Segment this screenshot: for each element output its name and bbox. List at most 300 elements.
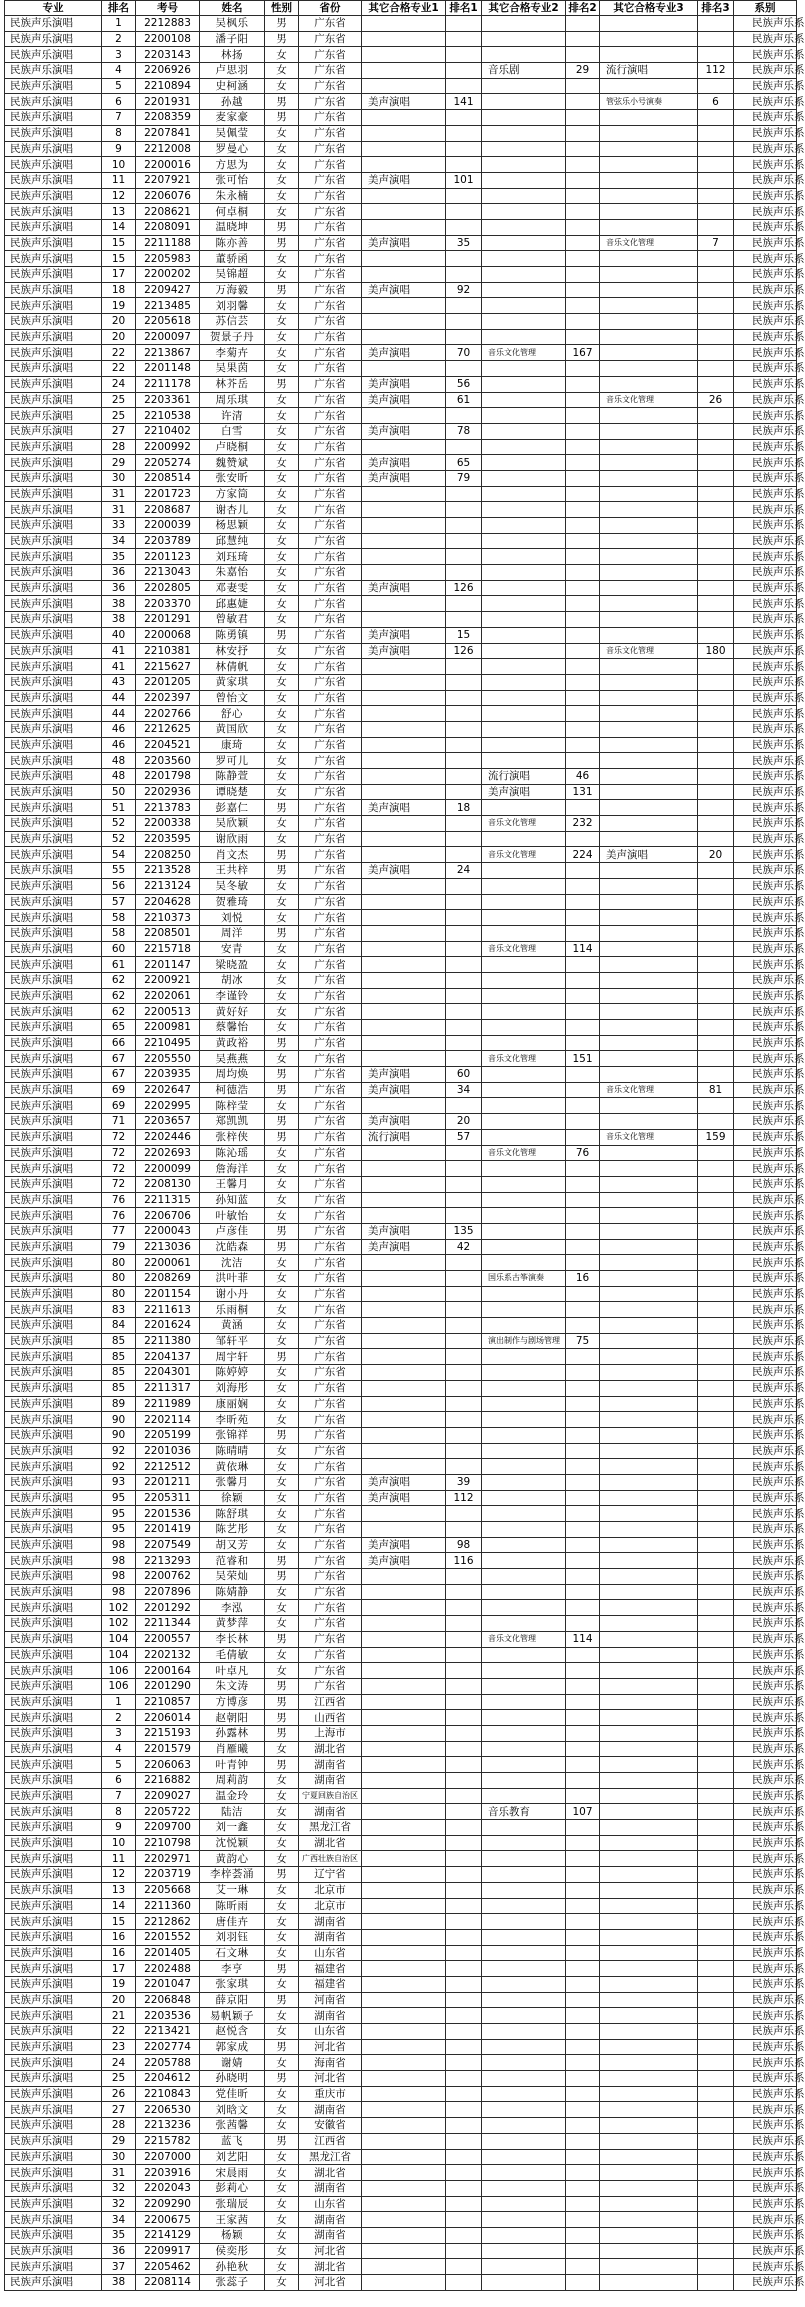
cell-gender: 女 bbox=[265, 565, 299, 581]
cell-gender: 女 bbox=[265, 972, 299, 988]
cell-rank: 90 bbox=[102, 1427, 136, 1443]
cell-rank-3 bbox=[698, 2071, 734, 2087]
cell-other-major-1: 美声演唱 bbox=[362, 376, 446, 392]
cell-rank: 32 bbox=[102, 2196, 136, 2212]
cell-rank-1 bbox=[446, 219, 482, 235]
table-row bbox=[5, 251, 797, 267]
cell-rank: 35 bbox=[102, 549, 136, 565]
cell-rank-3 bbox=[698, 1239, 734, 1255]
cell-rank-1 bbox=[446, 784, 482, 800]
cell-gender: 女 bbox=[265, 878, 299, 894]
cell-rank-1 bbox=[446, 2071, 482, 2087]
cell-rank: 104 bbox=[102, 1631, 136, 1647]
cell-major: 民族声乐演唱 bbox=[5, 690, 102, 706]
cell-rank-3 bbox=[698, 298, 734, 314]
cell-rank-2 bbox=[566, 1522, 600, 1538]
cell-major: 民族声乐演唱 bbox=[5, 1678, 102, 1694]
cell-department: 民族声乐系 bbox=[734, 31, 797, 47]
table-row bbox=[5, 172, 797, 188]
cell-rank: 58 bbox=[102, 910, 136, 926]
cell-other-major-3 bbox=[600, 1773, 698, 1789]
cell-rank-2 bbox=[566, 643, 600, 659]
cell-major: 民族声乐演唱 bbox=[5, 1051, 102, 1067]
cell-other-major-2 bbox=[482, 392, 566, 408]
cell-exam-number: 2213485 bbox=[136, 298, 200, 314]
cell-rank-2 bbox=[566, 565, 600, 581]
cell-other-major-2 bbox=[482, 627, 566, 643]
cell-department: 民族声乐系 bbox=[734, 219, 797, 235]
cell-department: 民族声乐系 bbox=[734, 1804, 797, 1820]
cell-rank-1 bbox=[446, 1506, 482, 1522]
cell-other-major-3 bbox=[600, 580, 698, 596]
cell-rank-1 bbox=[446, 78, 482, 94]
table-row bbox=[5, 2149, 797, 2165]
cell-province: 广东省 bbox=[299, 941, 362, 957]
cell-name: 李谨铃 bbox=[200, 988, 265, 1004]
cell-rank-1 bbox=[446, 1271, 482, 1287]
cell-other-major-3 bbox=[600, 1553, 698, 1569]
cell-other-major-3 bbox=[600, 2227, 698, 2243]
cell-rank-1: 141 bbox=[446, 94, 482, 110]
cell-other-major-1 bbox=[362, 1286, 446, 1302]
cell-rank-2 bbox=[566, 2086, 600, 2102]
cell-major: 民族声乐演唱 bbox=[5, 204, 102, 220]
table-row bbox=[5, 769, 797, 785]
cell-rank: 85 bbox=[102, 1349, 136, 1365]
cell-other-major-1 bbox=[362, 596, 446, 612]
cell-name: 白雪 bbox=[200, 423, 265, 439]
cell-other-major-2 bbox=[482, 1757, 566, 1773]
cell-other-major-2 bbox=[482, 2149, 566, 2165]
cell-other-major-2 bbox=[482, 2165, 566, 2181]
cell-rank-3 bbox=[698, 596, 734, 612]
cell-exam-number: 2206063 bbox=[136, 1757, 200, 1773]
table-row bbox=[5, 1176, 797, 1192]
cell-other-major-2 bbox=[482, 1898, 566, 1914]
cell-rank-2 bbox=[566, 486, 600, 502]
cell-rank-3 bbox=[698, 1882, 734, 1898]
cell-other-major-3 bbox=[600, 1176, 698, 1192]
table-row bbox=[5, 1569, 797, 1585]
cell-exam-number: 2201292 bbox=[136, 1600, 200, 1616]
cell-name: 孙露林 bbox=[200, 1725, 265, 1741]
cell-exam-number: 2200513 bbox=[136, 1004, 200, 1020]
cell-exam-number: 2214129 bbox=[136, 2227, 200, 2243]
cell-major: 民族声乐演唱 bbox=[5, 235, 102, 251]
cell-name: 邓妻雯 bbox=[200, 580, 265, 596]
cell-rank-2 bbox=[566, 580, 600, 596]
cell-name: 张家琪 bbox=[200, 1976, 265, 1992]
cell-province: 广东省 bbox=[299, 863, 362, 879]
cell-other-major-3 bbox=[600, 78, 698, 94]
cell-rank: 21 bbox=[102, 2008, 136, 2024]
cell-rank: 38 bbox=[102, 612, 136, 628]
cell-rank-3 bbox=[698, 1427, 734, 1443]
cell-exam-number: 2200068 bbox=[136, 627, 200, 643]
cell-other-major-1 bbox=[362, 753, 446, 769]
table-row bbox=[5, 784, 797, 800]
cell-department: 民族声乐系 bbox=[734, 2165, 797, 2181]
table-row bbox=[5, 1161, 797, 1177]
cell-gender: 女 bbox=[265, 2243, 299, 2259]
table-row bbox=[5, 1318, 797, 1334]
cell-rank-2 bbox=[566, 1129, 600, 1145]
cell-rank-3 bbox=[698, 972, 734, 988]
cell-other-major-1: 美声演唱 bbox=[362, 1537, 446, 1553]
table-row bbox=[5, 972, 797, 988]
cell-other-major-1 bbox=[362, 737, 446, 753]
cell-rank-2 bbox=[566, 1035, 600, 1051]
table-row bbox=[5, 439, 797, 455]
cell-department: 民族声乐系 bbox=[734, 941, 797, 957]
cell-rank: 28 bbox=[102, 439, 136, 455]
cell-name: 陈沁瑶 bbox=[200, 1145, 265, 1161]
cell-name: 方思为 bbox=[200, 157, 265, 173]
cell-rank: 83 bbox=[102, 1302, 136, 1318]
cell-rank-1 bbox=[446, 1051, 482, 1067]
cell-rank-2 bbox=[566, 1114, 600, 1130]
cell-other-major-2: 音乐文化管理 bbox=[482, 1051, 566, 1067]
cell-other-major-3 bbox=[600, 1537, 698, 1553]
cell-exam-number: 2206706 bbox=[136, 1208, 200, 1224]
cell-major: 民族声乐演唱 bbox=[5, 1929, 102, 1945]
cell-rank-1 bbox=[446, 2086, 482, 2102]
cell-other-major-1 bbox=[362, 816, 446, 832]
cell-province: 广东省 bbox=[299, 1271, 362, 1287]
cell-major: 民族声乐演唱 bbox=[5, 863, 102, 879]
cell-rank: 11 bbox=[102, 172, 136, 188]
cell-department: 民族声乐系 bbox=[734, 16, 797, 32]
cell-other-major-2 bbox=[482, 1553, 566, 1569]
cell-province: 广东省 bbox=[299, 737, 362, 753]
cell-department: 民族声乐系 bbox=[734, 329, 797, 345]
cell-exam-number: 2208514 bbox=[136, 470, 200, 486]
cell-major: 民族声乐演唱 bbox=[5, 800, 102, 816]
cell-department: 民族声乐系 bbox=[734, 1427, 797, 1443]
cell-other-major-1 bbox=[362, 925, 446, 941]
cell-gender: 女 bbox=[265, 1459, 299, 1475]
cell-name: 郭家成 bbox=[200, 2039, 265, 2055]
cell-province: 宁夏回族自治区 bbox=[299, 1788, 362, 1804]
cell-department: 民族声乐系 bbox=[734, 988, 797, 1004]
cell-rank-3 bbox=[698, 1490, 734, 1506]
cell-department: 民族声乐系 bbox=[734, 1490, 797, 1506]
cell-major: 民族声乐演唱 bbox=[5, 1286, 102, 1302]
cell-province: 广东省 bbox=[299, 910, 362, 926]
cell-other-major-1 bbox=[362, 784, 446, 800]
cell-department: 民族声乐系 bbox=[734, 376, 797, 392]
cell-gender: 女 bbox=[265, 1929, 299, 1945]
table-row bbox=[5, 925, 797, 941]
cell-name: 卢思羽 bbox=[200, 63, 265, 79]
cell-province: 广东省 bbox=[299, 988, 362, 1004]
cell-major: 民族声乐演唱 bbox=[5, 1239, 102, 1255]
cell-rank: 27 bbox=[102, 423, 136, 439]
cell-department: 民族声乐系 bbox=[734, 1851, 797, 1867]
cell-rank: 84 bbox=[102, 1318, 136, 1334]
cell-rank-3 bbox=[698, 1396, 734, 1412]
cell-other-major-1 bbox=[362, 847, 446, 863]
cell-province: 广东省 bbox=[299, 47, 362, 63]
cell-other-major-3 bbox=[600, 549, 698, 565]
table-row bbox=[5, 1992, 797, 2008]
table-row bbox=[5, 2180, 797, 2196]
cell-exam-number: 2205550 bbox=[136, 1051, 200, 1067]
cell-exam-number: 2201148 bbox=[136, 361, 200, 377]
cell-rank-1 bbox=[446, 1004, 482, 1020]
cell-gender: 女 bbox=[265, 1882, 299, 1898]
cell-rank: 30 bbox=[102, 470, 136, 486]
cell-name: 曾敏君 bbox=[200, 612, 265, 628]
table-row bbox=[5, 1961, 797, 1977]
cell-other-major-2 bbox=[482, 2196, 566, 2212]
cell-rank-2 bbox=[566, 706, 600, 722]
cell-province: 广东省 bbox=[299, 1380, 362, 1396]
cell-rank-2 bbox=[566, 2227, 600, 2243]
cell-major: 民族声乐演唱 bbox=[5, 1067, 102, 1083]
cell-rank: 33 bbox=[102, 518, 136, 534]
cell-rank: 72 bbox=[102, 1129, 136, 1145]
cell-rank-1 bbox=[446, 2196, 482, 2212]
cell-province: 广东省 bbox=[299, 753, 362, 769]
cell-rank-3 bbox=[698, 408, 734, 424]
cell-rank-3 bbox=[698, 1176, 734, 1192]
table-row bbox=[5, 1129, 797, 1145]
cell-other-major-2 bbox=[482, 863, 566, 879]
cell-name: 潘子阳 bbox=[200, 31, 265, 47]
cell-other-major-3 bbox=[600, 361, 698, 377]
cell-name: 陈婧静 bbox=[200, 1584, 265, 1600]
cell-name: 周宇轩 bbox=[200, 1349, 265, 1365]
cell-exam-number: 2202693 bbox=[136, 1145, 200, 1161]
cell-other-major-1 bbox=[362, 1161, 446, 1177]
cell-province: 广东省 bbox=[299, 1522, 362, 1538]
cell-rank-2 bbox=[566, 1882, 600, 1898]
cell-name: 黄韵心 bbox=[200, 1851, 265, 1867]
cell-rank-2 bbox=[566, 2212, 600, 2228]
cell-other-major-1 bbox=[362, 1898, 446, 1914]
cell-rank-2 bbox=[566, 1396, 600, 1412]
cell-other-major-1 bbox=[362, 2212, 446, 2228]
cell-other-major-1 bbox=[362, 1412, 446, 1428]
cell-major: 民族声乐演唱 bbox=[5, 2071, 102, 2087]
cell-rank: 44 bbox=[102, 690, 136, 706]
cell-exam-number: 2206014 bbox=[136, 1710, 200, 1726]
cell-rank-3 bbox=[698, 988, 734, 1004]
cell-exam-number: 2200675 bbox=[136, 2212, 200, 2228]
cell-other-major-3 bbox=[600, 1051, 698, 1067]
cell-rank-2 bbox=[566, 894, 600, 910]
cell-exam-number: 2204628 bbox=[136, 894, 200, 910]
cell-rank-3 bbox=[698, 141, 734, 157]
cell-rank: 48 bbox=[102, 753, 136, 769]
cell-rank-3 bbox=[698, 2102, 734, 2118]
table-row bbox=[5, 1976, 797, 1992]
table-row bbox=[5, 941, 797, 957]
cell-rank-1 bbox=[446, 2008, 482, 2024]
cell-other-major-1 bbox=[362, 769, 446, 785]
cell-gender: 女 bbox=[265, 63, 299, 79]
cell-rank-2 bbox=[566, 627, 600, 643]
cell-other-major-3 bbox=[600, 251, 698, 267]
cell-gender: 女 bbox=[265, 2275, 299, 2291]
cell-province: 广东省 bbox=[299, 659, 362, 675]
cell-other-major-2 bbox=[482, 423, 566, 439]
cell-rank: 13 bbox=[102, 204, 136, 220]
cell-province: 广东省 bbox=[299, 423, 362, 439]
cell-name: 薛京阳 bbox=[200, 1992, 265, 2008]
cell-major: 民族声乐演唱 bbox=[5, 423, 102, 439]
cell-rank: 62 bbox=[102, 988, 136, 1004]
cell-rank-2 bbox=[566, 141, 600, 157]
cell-province: 广东省 bbox=[299, 1051, 362, 1067]
cell-exam-number: 2204301 bbox=[136, 1365, 200, 1381]
cell-other-major-3 bbox=[600, 1835, 698, 1851]
cell-rank-3 bbox=[698, 1067, 734, 1083]
cell-rank: 25 bbox=[102, 392, 136, 408]
cell-major: 民族声乐演唱 bbox=[5, 627, 102, 643]
cell-rank: 54 bbox=[102, 847, 136, 863]
cell-department: 民族声乐系 bbox=[734, 1788, 797, 1804]
cell-major: 民族声乐演唱 bbox=[5, 1302, 102, 1318]
cell-other-major-3 bbox=[600, 1349, 698, 1365]
cell-rank-2 bbox=[566, 2024, 600, 2040]
cell-department: 民族声乐系 bbox=[734, 1725, 797, 1741]
cell-province: 湖南省 bbox=[299, 1773, 362, 1789]
cell-province: 湖北省 bbox=[299, 2259, 362, 2275]
cell-major: 民族声乐演唱 bbox=[5, 1129, 102, 1145]
cell-rank-2 bbox=[566, 831, 600, 847]
cell-rank-3 bbox=[698, 329, 734, 345]
table-row bbox=[5, 329, 797, 345]
cell-exam-number: 2213043 bbox=[136, 565, 200, 581]
cell-rank-2: 114 bbox=[566, 1631, 600, 1647]
cell-other-major-3 bbox=[600, 1929, 698, 1945]
cell-rank-3 bbox=[698, 1961, 734, 1977]
cell-name: 张馨月 bbox=[200, 1474, 265, 1490]
cell-other-major-3 bbox=[600, 1851, 698, 1867]
cell-department: 民族声乐系 bbox=[734, 2243, 797, 2259]
cell-rank: 46 bbox=[102, 737, 136, 753]
cell-department: 民族声乐系 bbox=[734, 2008, 797, 2024]
cell-gender: 女 bbox=[265, 486, 299, 502]
cell-department: 民族声乐系 bbox=[734, 1051, 797, 1067]
cell-province: 广东省 bbox=[299, 894, 362, 910]
cell-exam-number: 2209027 bbox=[136, 1788, 200, 1804]
cell-rank-2 bbox=[566, 533, 600, 549]
cell-rank-2 bbox=[566, 988, 600, 1004]
cell-rank-3 bbox=[698, 1804, 734, 1820]
cell-other-major-3 bbox=[600, 1820, 698, 1836]
cell-province: 福建省 bbox=[299, 1976, 362, 1992]
cell-province: 广东省 bbox=[299, 1490, 362, 1506]
cell-rank-3 bbox=[698, 314, 734, 330]
cell-other-major-1 bbox=[362, 659, 446, 675]
cell-rank-3 bbox=[698, 470, 734, 486]
cell-exam-number: 2201205 bbox=[136, 674, 200, 690]
cell-exam-number: 2211613 bbox=[136, 1302, 200, 1318]
cell-rank-3 bbox=[698, 2055, 734, 2071]
cell-province: 广东省 bbox=[299, 1318, 362, 1334]
table-row bbox=[5, 1788, 797, 1804]
cell-rank: 26 bbox=[102, 2086, 136, 2102]
cell-rank-2 bbox=[566, 157, 600, 173]
cell-rank-2 bbox=[566, 2071, 600, 2087]
table-row bbox=[5, 674, 797, 690]
cell-rank-3 bbox=[698, 78, 734, 94]
table-row bbox=[5, 1098, 797, 1114]
cell-major: 民族声乐演唱 bbox=[5, 1820, 102, 1836]
cell-other-major-1 bbox=[362, 2180, 446, 2196]
cell-department: 民族声乐系 bbox=[734, 2180, 797, 2196]
cell-other-major-2 bbox=[482, 1067, 566, 1083]
cell-rank-1 bbox=[446, 894, 482, 910]
cell-province: 广东省 bbox=[299, 1333, 362, 1349]
column-header-other-major-2: 其它合格专业2 bbox=[482, 1, 566, 16]
cell-rank-2 bbox=[566, 737, 600, 753]
table-row bbox=[5, 1035, 797, 1051]
cell-rank: 95 bbox=[102, 1522, 136, 1538]
cell-province: 广东省 bbox=[299, 816, 362, 832]
cell-other-major-2 bbox=[482, 737, 566, 753]
cell-gender: 女 bbox=[265, 423, 299, 439]
cell-rank-1 bbox=[446, 486, 482, 502]
cell-other-major-3 bbox=[600, 1020, 698, 1036]
cell-rank: 14 bbox=[102, 219, 136, 235]
cell-exam-number: 2205983 bbox=[136, 251, 200, 267]
cell-department: 民族声乐系 bbox=[734, 408, 797, 424]
cell-name: 刘晗文 bbox=[200, 2102, 265, 2118]
cell-rank-2 bbox=[566, 596, 600, 612]
cell-other-major-1: 美声演唱 bbox=[362, 1553, 446, 1569]
cell-name: 贺雅琦 bbox=[200, 894, 265, 910]
cell-rank-1: 61 bbox=[446, 392, 482, 408]
cell-province: 广东省 bbox=[299, 627, 362, 643]
cell-other-major-2 bbox=[482, 659, 566, 675]
cell-name: 邱慧纯 bbox=[200, 533, 265, 549]
cell-province: 广东省 bbox=[299, 345, 362, 361]
cell-rank: 16 bbox=[102, 1929, 136, 1945]
cell-gender: 女 bbox=[265, 957, 299, 973]
cell-other-major-1 bbox=[362, 2055, 446, 2071]
cell-rank-3 bbox=[698, 1145, 734, 1161]
cell-department: 民族声乐系 bbox=[734, 1271, 797, 1287]
cell-rank-1: 70 bbox=[446, 345, 482, 361]
cell-other-major-3: 流行演唱 bbox=[600, 63, 698, 79]
cell-rank-3 bbox=[698, 2227, 734, 2243]
cell-other-major-1 bbox=[362, 565, 446, 581]
table-row bbox=[5, 1694, 797, 1710]
cell-other-major-3: 管弦乐小号演奏 bbox=[600, 94, 698, 110]
cell-rank-2 bbox=[566, 1898, 600, 1914]
cell-rank-2 bbox=[566, 1961, 600, 1977]
cell-other-major-2 bbox=[482, 800, 566, 816]
cell-exam-number: 2215193 bbox=[136, 1725, 200, 1741]
cell-other-major-1: 美声演唱 bbox=[362, 470, 446, 486]
cell-other-major-1 bbox=[362, 1020, 446, 1036]
cell-other-major-1 bbox=[362, 188, 446, 204]
cell-rank-2 bbox=[566, 1506, 600, 1522]
cell-major: 民族声乐演唱 bbox=[5, 1082, 102, 1098]
cell-rank-1: 65 bbox=[446, 455, 482, 471]
cell-other-major-2 bbox=[482, 1506, 566, 1522]
cell-department: 民族声乐系 bbox=[734, 580, 797, 596]
cell-other-major-2 bbox=[482, 314, 566, 330]
cell-rank-1: 57 bbox=[446, 1129, 482, 1145]
cell-major: 民族声乐演唱 bbox=[5, 282, 102, 298]
cell-gender: 女 bbox=[265, 2086, 299, 2102]
cell-rank-1 bbox=[446, 1145, 482, 1161]
